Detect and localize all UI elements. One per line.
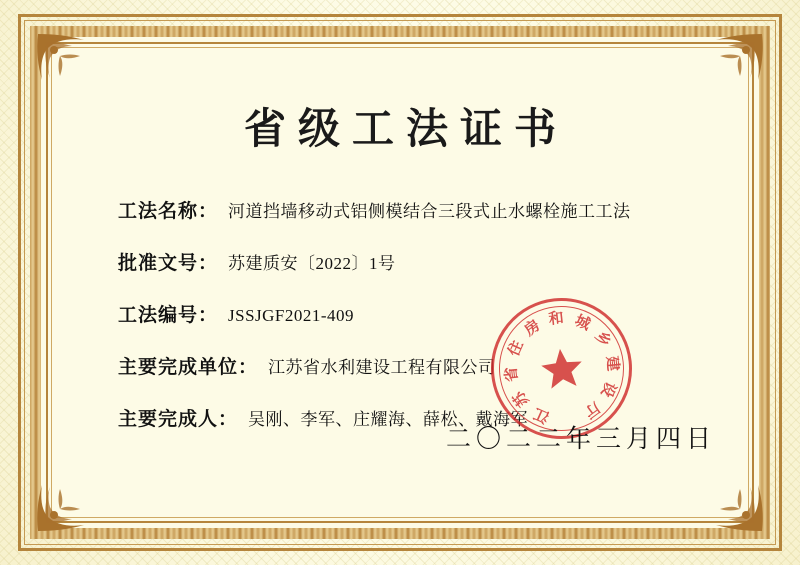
field-label-main-contributors: 主要完成人：: [118, 409, 239, 430]
seal-ring-char: 省: [503, 365, 521, 383]
certificate-fields: [60, 196, 740, 431]
issue-date: 二〇二二年三月四日: [445, 426, 716, 453]
seal-ring-char: 设: [596, 378, 618, 399]
seal-ring-char: 苏: [510, 387, 532, 409]
certificate-title: 省级工法证书: [243, 107, 568, 153]
field-row-main-organization: [118, 352, 740, 379]
field-label-method-code: 工法编号：: [118, 305, 219, 326]
field-label-method-name: 工法名称：: [118, 201, 219, 222]
seal-ring-char: 住: [505, 338, 527, 359]
seal-ring-char: 房: [521, 317, 543, 339]
field-value-method-name: 河道挡墙移动式铝侧模结合三段式止水螺栓施工工法: [228, 202, 631, 221]
seal-ring-char: 建: [602, 354, 620, 372]
field-value-main-contributors: 吴刚、李军、庄耀海、薛松、戴海军: [248, 410, 529, 429]
field-row-method-name: [118, 196, 740, 223]
field-label-approval-number: 批准文号：: [118, 253, 219, 274]
certificate-content: [60, 58, 740, 507]
field-value-approval-number: 苏建质安〔2022〕1号: [228, 254, 396, 273]
field-value-method-code: JSSJGF2021-409: [228, 306, 355, 325]
seal-ring-char: 乡: [591, 328, 613, 350]
field-value-main-organization: 江苏省水利建设工程有限公司: [268, 358, 496, 377]
seal-ring-char: 厅: [580, 398, 602, 420]
field-row-approval-number: [118, 248, 740, 275]
seal-ring-char: 城: [571, 312, 592, 334]
field-row-method-code: [118, 300, 740, 327]
seal-ring-char: 和: [547, 310, 565, 328]
field-label-main-organization: 主要完成单位：: [118, 357, 259, 378]
seal-ring-char: 江: [531, 403, 552, 425]
